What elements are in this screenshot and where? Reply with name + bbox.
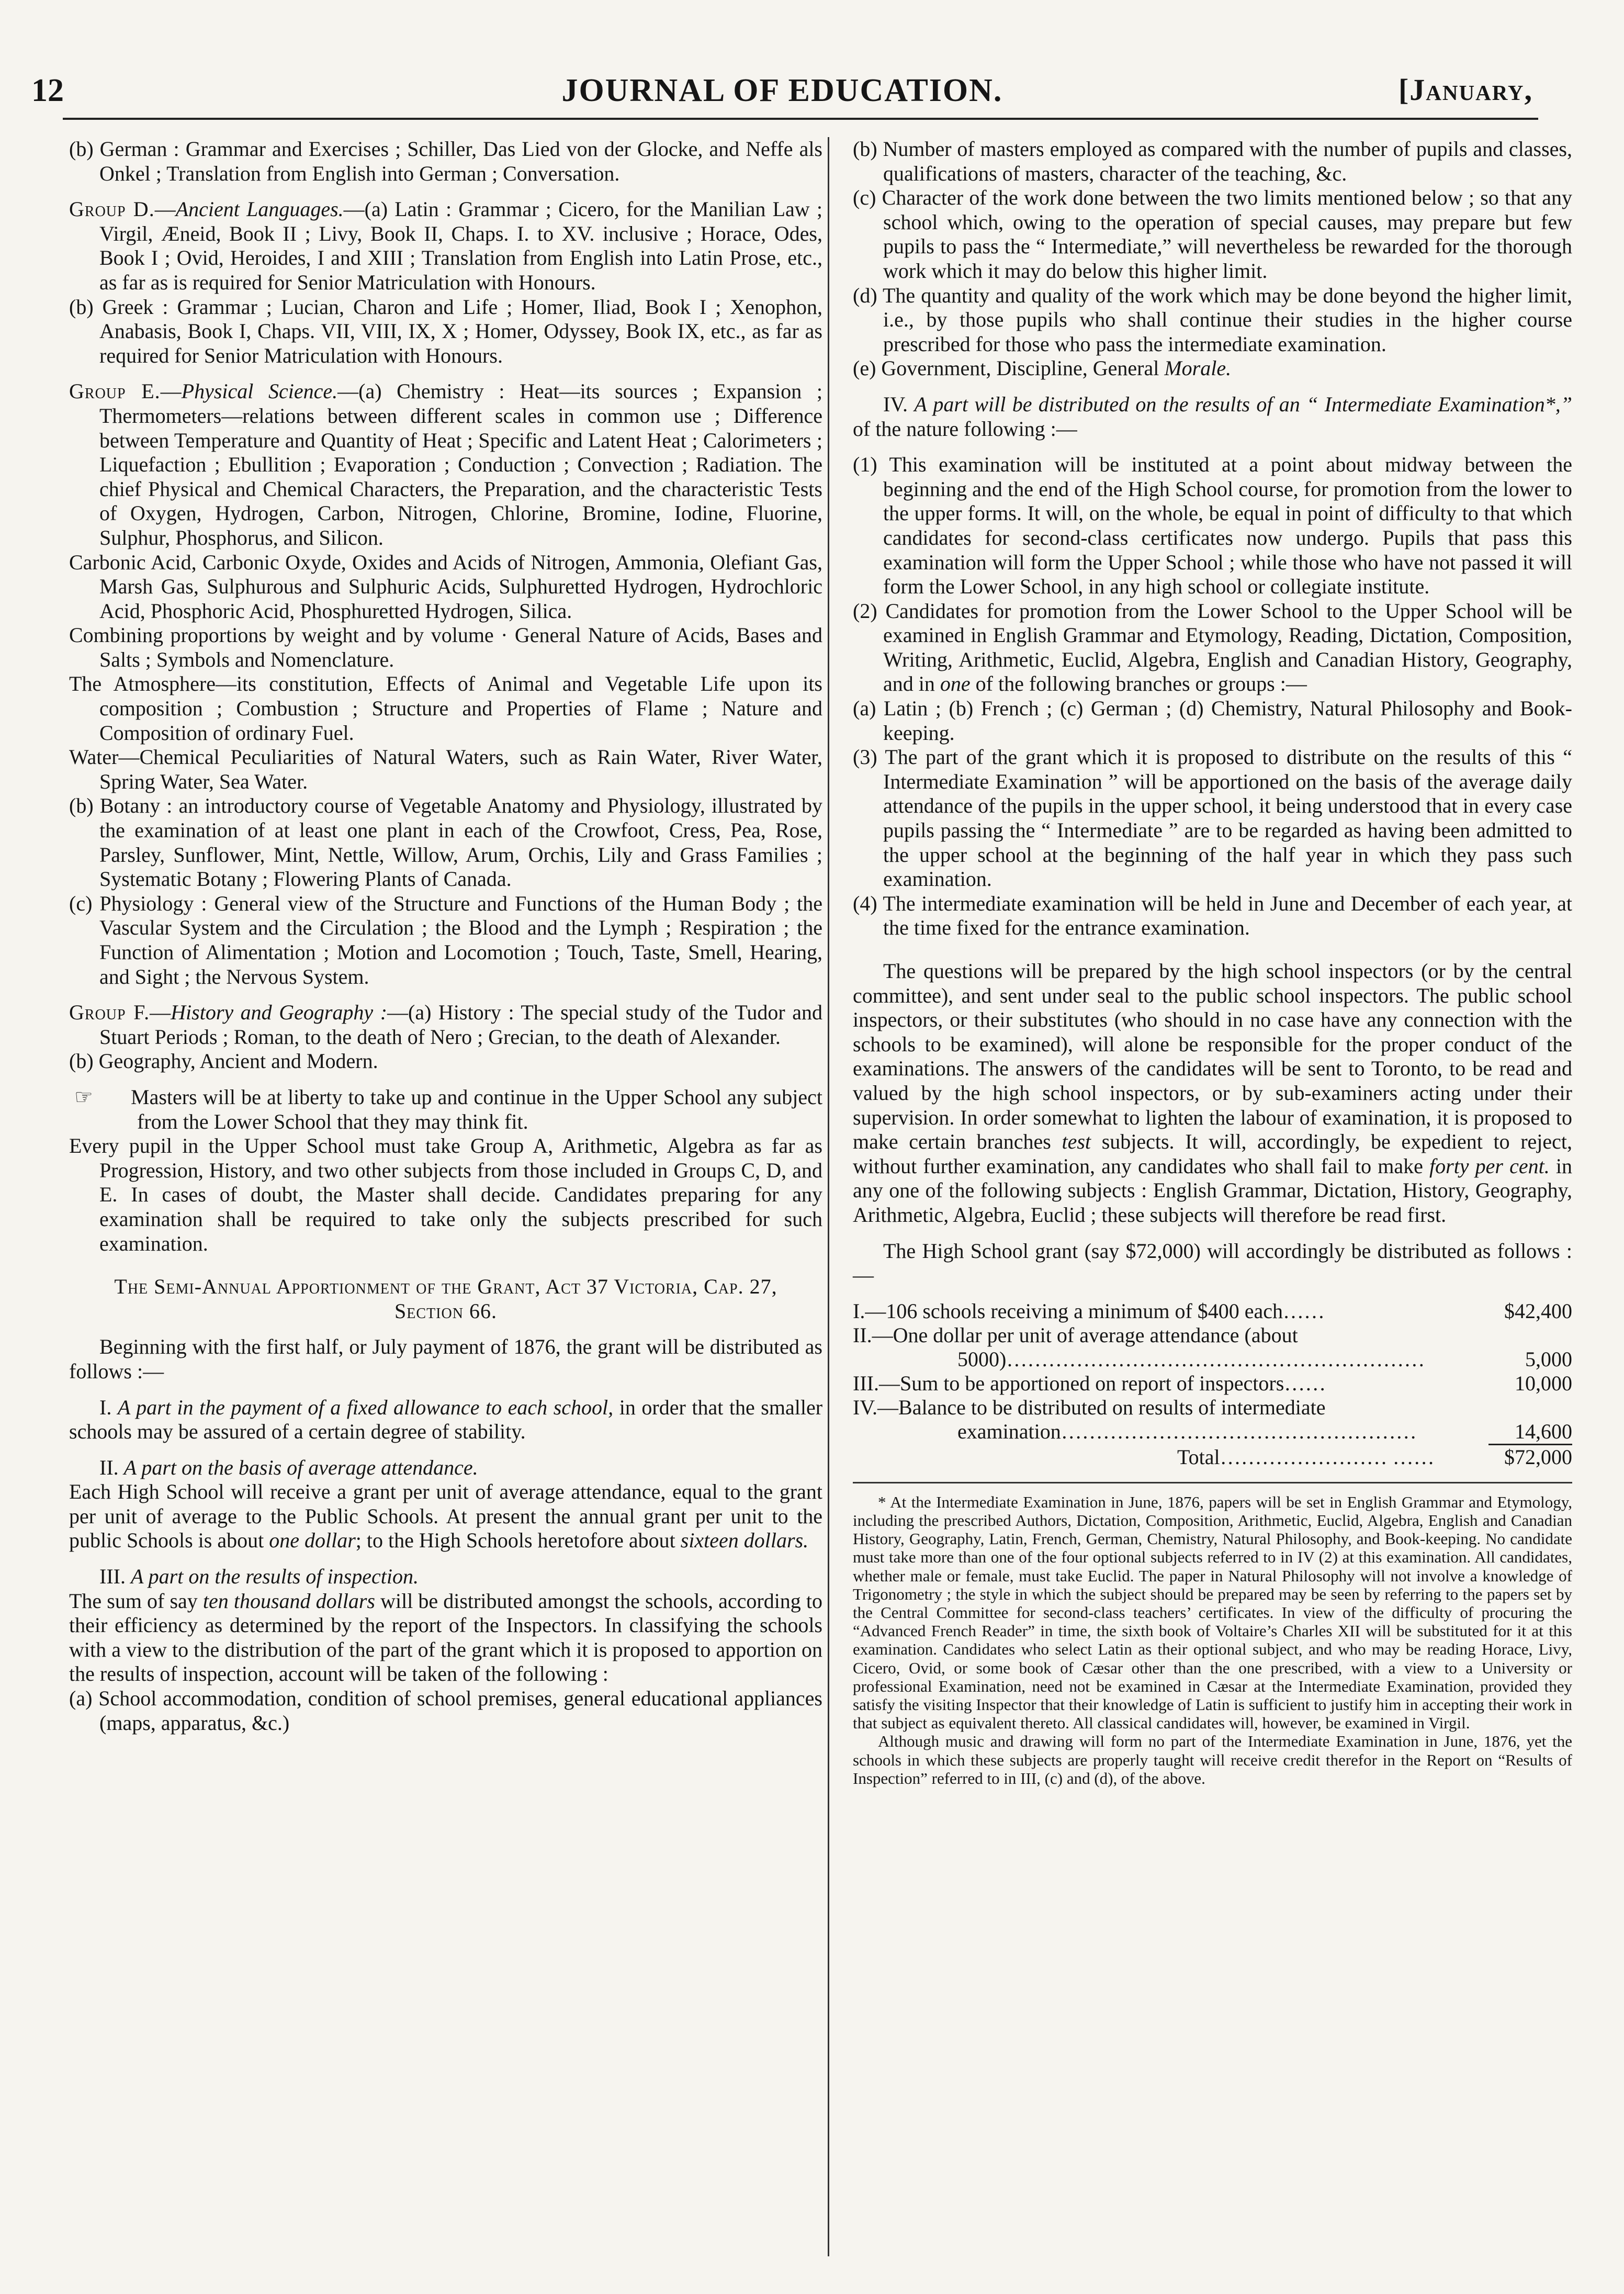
part-two-heading xyxy=(69,1456,822,1480)
footnote-music-drawing: Although music and drawing will form no part of the Intermediate Examination in June, 1876, yet the schools in which these subjects are properly taught will receive credit therefor in the Report on “Results of Inspection” referred to in III, (c) and (d), of the above. xyxy=(853,1732,1572,1787)
left-column xyxy=(69,137,822,1735)
column-rule xyxy=(828,137,829,2256)
item-three: (3) The part of the grant which it is proposed to distribute on the results of this “ Intermediate Examination ” will be apportioned on the basis of the average daily attendance of the pupils in the upper school, it being understood that in every case pupils passing the “ Intermediate ” are to be regarded as having been admitted to the upper school at the beginning of the half year in which they pass such examination. xyxy=(853,745,1572,891)
questions-test: test xyxy=(1062,1130,1091,1154)
header-month: [January, xyxy=(1398,73,1533,107)
page-number: 12 xyxy=(31,73,64,108)
grant-row-amount: 5,000 xyxy=(1525,1347,1572,1371)
grant-row-label: II.—One dollar per unit of average attendance (about xyxy=(853,1323,1298,1347)
pointing-hand-icon: ☞ xyxy=(74,1085,93,1109)
botany: (b) Botany : an introductory course of Vegetable Anatomy and Physiology, illustrated by the examination of at least one plant in each of the Crowfoot, Cress, Pea, Rose, Parsley, Sunflower, Mint, Nettle, Willow, Arum, Orchis, Lily and Grass Families ; Systematic Botany ; Flowering Plants of Canada. xyxy=(69,794,822,891)
grant-row-label: I.—106 schools receiving a minimum of $400 each…… xyxy=(853,1299,1325,1323)
item-four: (4) The intermediate examination will be held in June and December of each year, at the time fixed for the entrance examination. xyxy=(853,891,1572,940)
grant-total xyxy=(853,1445,1572,1469)
footnote xyxy=(853,1493,1572,1787)
questions-forty-per-cent: forty per cent. xyxy=(1429,1154,1550,1178)
hs-grant-paragraph: The High School grant (say $72,000) will accordingly be distributed as follows :— xyxy=(853,1239,1572,1287)
part-one-number: I. xyxy=(99,1395,112,1419)
grant-row-label: III.—Sum to be apportioned on report of inspectors…… xyxy=(853,1371,1326,1395)
group-d: Group D.—Ancient Languages.—(a) Latin : Grammar ; Cicero, for the Manilian Law ; Virgil, Æneid, Book II ; Livy, Book II, Chaps. I. to XV. inclusive ; Horace, Odes, Book I ; Ovid, Heroides, I and XIII ; Translation from English into Latin Prose, etc., as far as is required for Senior Matriculation with Honours. xyxy=(69,197,823,294)
part-three-body-2: will be distributed amongst the schools, according to their efficiency as determined by the report of the Inspectors. In classifying the schools with a view to the distribution of the part of the grant which it is proposed to apportion on the results of inspection, account will be taken of the following : xyxy=(69,1589,823,1686)
questions-3: in any one of the following subjects : English Grammar, Dictation, History, Geography, Arithmetic, Algebra, Euclid ; these subjects will therefore be read first. xyxy=(853,1154,1572,1227)
part-two-body xyxy=(69,1480,822,1553)
group-e-title: Physical Science. xyxy=(181,379,338,403)
combining-proportions: Combining proportions by weight and by volume · General Nature of Acids, Bases and Salts ; Symbols and Nomenclature. xyxy=(69,623,822,671)
footnote-intermediate: * At the Intermediate Examination in June, 1876, papers will be set in English Grammar and Etymology, including the prescribed Authors, Dictation, Composition, Arithmetic, Euclid, Algebra, English and Canadian History, Geography, Latin, French, German, Chemistry, Natural Philosophy, and Book-keeping. No candidate must take more than one of the four optional subjects referred to in IV (2) at this examination. All candidates, whether male or female, must take Euclid. The paper in Natural Philosophy will not involve a knowledge of Trigonometry ; the style in which the subject should be prepared may be seen by referring to the papers set by the Central Committee for second-class teachers’ certificates. In view of the difficulty of procuring the “Advanced French Reader” in time, the sixth book of Voltaire’s Charles XII will be substituted for it at this examination. Candidates who select Latin as their optional subject, and who may be reading Horace, Livy, Cicero, Ovid, or some book of Cæsar other than the one prescribed, with a view to a University or professional Examination, need not be examined in Cæsar at the Intermediate Examination, provided they satisfy the visiting Inspector that their knowledge of Latin is sufficient to justify him in accepting their work in that subject as equivalent thereto. All classical candidates will, however, be examined in Virgil. xyxy=(853,1492,1572,1733)
part-two-body-2: ; to the High Schools heretofore about xyxy=(355,1528,675,1553)
item-two xyxy=(853,599,1572,696)
grant-row-label: 5000)…………………………………………………… xyxy=(957,1347,1425,1371)
grant-table xyxy=(853,1299,1572,1444)
part-two-sixteen: sixteen dollars. xyxy=(680,1528,809,1553)
part-two-one-dollar: one dollar xyxy=(269,1528,356,1553)
group-f-label: Group F. xyxy=(69,1000,150,1025)
part-three-body-1: The sum of say xyxy=(69,1589,198,1613)
grant-row xyxy=(853,1347,1572,1371)
part-three-title: A part on the results of inspection. xyxy=(130,1565,419,1589)
grant-row-amount: $42,400 xyxy=(1504,1299,1572,1323)
group-e-chemistry: —(a) Chemistry : Heat—its sources ; Expansion ; Thermometers—relations between different scales in common use ; Difference between Temperature and Quantity of Heat ; Specific and Latent Heat ; Calorimeters ; Liquefaction ; Ebullition ; Evaporation ; Conduction ; Convection ; Radiation. The chief Physical and Chemical Characters, the Preparation, and the characteristic Tests of Oxygen, Hydrogen, Carbon, Nitrogen, Chlorine, Bromine, Iodine, Fluorine, Sulphur, Phosphorus, and Silicon. xyxy=(99,379,822,549)
item-two-branches: (a) Latin ; (b) French ; (c) German ; (d) Chemistry, Natural Philosophy and Book-keeping. xyxy=(853,696,1572,745)
masters-employed: (b) Number of masters employed as compared with the number of pupils and classes, qualifications of masters, character of the teaching, &c. xyxy=(853,137,1572,185)
grant-row xyxy=(853,1323,1572,1347)
part-one xyxy=(69,1396,822,1444)
every-pupil: Every pupil in the Upper School must take Group A, Arithmetic, Algebra as far as Progression, History, and two other subjects from those included in Groups C, D, and E. In cases of doubt, the Master shall decide. Candidates preparing for any examination shall be required to take only the subjects prescribed for such examination. xyxy=(69,1134,822,1255)
part-two-body-1: Each High School will receive a grant per unit of average attendance, equal to the grant per unit of average to the Public Schools. At present the annual grant per unit to the public Schools is about xyxy=(69,1480,822,1553)
part-one-title: A part in the payment of a fixed allowance to each school, xyxy=(117,1395,614,1419)
right-column xyxy=(853,137,1572,1787)
part-three-number: III. xyxy=(99,1565,126,1589)
grant-row-amount: 10,000 xyxy=(1515,1371,1572,1395)
page-header xyxy=(31,72,1533,119)
group-d-greek: (b) Greek : Grammar ; Lucian, Charon and Life ; Homer, Iliad, Book I ; Xenophon, Anabasis, Book I, Chaps. VII, VIII, IX, X ; Homer, Odyssey, Book IX, etc., as far as required for Senior Matriculation with Honours. xyxy=(69,295,822,367)
part-one-rest: in order that the smaller schools may be assured of a certain degree of stability. xyxy=(69,1395,823,1444)
grant-row xyxy=(853,1371,1572,1396)
part-three-a: (a) School accommodation, condition of school premises, general educational appliances (maps, apparatus, &c.) xyxy=(69,1686,822,1735)
footnote-rule xyxy=(853,1482,1572,1483)
item-two-one: one xyxy=(940,672,971,696)
journal-title: JOURNAL OF EDUCATION. xyxy=(561,73,1003,108)
masters-note-text: Masters will be at liberty to take up and continue in the Upper School any subject from the Lower School that they may think fit. xyxy=(131,1085,822,1133)
grant-row xyxy=(853,1299,1572,1323)
part-four-title: A part will be distributed on the results of an “ Intermediate Examination*,” xyxy=(914,392,1572,416)
government-discipline xyxy=(853,356,1572,381)
grant-row-amount: 14,600 xyxy=(1515,1419,1572,1443)
semi-annual-heading: The Semi-Annual Apportionment of the Grant, Act 37 Victoria, Cap. 27, Section 66. xyxy=(114,1275,777,1323)
item-two-b: of the following branches or groups :— xyxy=(975,672,1307,696)
character-of-work: (c) Character of the work done between the two limits mentioned below ; so that any school which, owing to the operation of special causes, may prepare but few pupils to pass the “ Intermediate,” will nevertheless be rewarded for the thorough work which it may do below this higher limit. xyxy=(853,186,1572,283)
grant-row-amount xyxy=(1488,1323,1572,1347)
morale-text: Morale. xyxy=(1164,356,1232,380)
group-d-latin: —(a) Latin : Grammar ; Cicero, for the Manilian Law ; Virgil, Æneid, Book II ; Livy, Book II, Chaps. I. to XV. inclusive ; Horace, Odes, Book I ; Ovid, Heroides, I and XIII ; Translation from English into Latin Prose, etc., as far as is required for Senior Matriculation with Honours. xyxy=(99,197,823,294)
part-three-ten-thousand: ten thousand dollars xyxy=(202,1589,375,1613)
government-text: (e) Government, Discipline, General xyxy=(853,356,1159,380)
questions-paragraph xyxy=(853,959,1572,1228)
part-three-heading xyxy=(69,1565,822,1589)
group-e: Group E.—Physical Science.—(a) Chemistry : Heat—its sources ; Expansion ; Thermometers—relations between different scales in common use ; Difference between Temperature and Quantity of Heat ; Specific and Latent Heat ; Calorimeters ; Liquefaction ; Ebullition ; Evaporation ; Conduction ; Convection ; Radiation. The chief Physical and Chemical Characters, the Preparation, and the characteristic Tests of Oxygen, Hydrogen, Carbon, Nitrogen, Chlorine, Bromine, Iodine, Fluorine, Sulphur, Phosphorus, and Silicon. xyxy=(69,379,822,549)
group-e-label: Group E. xyxy=(69,379,161,403)
group-d-label: Group D. xyxy=(69,197,155,221)
carbonic-acid: Carbonic Acid, Carbonic Oxyde, Oxides and Acids of Nitrogen, Ammonia, Olefiant Gas, Marsh Gas, Sulphurous and Sulphuric Acids, Sulphuretted Hydrogen, Hydrochloric Acid, Phosphoric Acid, Phosphuretted Hydrogen, Silica. xyxy=(69,550,822,623)
grant-row-label: IV.—Balance to be distributed on results of intermediate xyxy=(853,1395,1326,1419)
quantity-quality: (d) The quantity and quality of the work which may be done beyond the higher limit, i.e., by those pupils who shall continue their studies in the higher course prescribed for those who pass the intermediate examination. xyxy=(853,283,1572,356)
item-two-a: (2) Candidates for promotion from the Lower School to the Upper School will be examined in English Grammar and Etymology, Reading, Dictation, Composition, Writing, Arithmetic, Euclid, Algebra, English and Canadian History, Geography, and in xyxy=(853,599,1572,696)
group-f: Group F.—History and Geography :—(a) History : The special study of the Tudor and Stuart Periods ; Roman, to the death of Nero ; Grecian, to the death of Alexander. xyxy=(69,1000,823,1049)
water: Water—Chemical Peculiarities of Natural Waters, such as Rain Water, River Water, Spring Water, Sea Water. xyxy=(69,745,822,793)
atmosphere: The Atmosphere—its constitution, Effects of Animal and Vegetable Life upon its composition ; Combustion ; Structure and Properties of Flame ; Nature and Composition of ordinary Fuel. xyxy=(69,672,822,745)
part-three-body xyxy=(69,1589,822,1686)
grant-row-amount xyxy=(1488,1396,1572,1420)
group-f-history: —(a) History : The special study of the Tudor and Stuart Periods ; Roman, to the death of Nero ; Grecian, to the death of Alexander. xyxy=(99,1000,823,1049)
masters-note xyxy=(69,1085,822,1134)
beginning-paragraph: Beginning with the first half, or July payment of 1876, the grant will be distributed as follows :— xyxy=(69,1335,822,1383)
grant-row-label: examination…………………………………………… xyxy=(957,1419,1417,1443)
item-one: (1) This examination will be instituted at a point about midway between the beginning and the end of the High School course, for promotion from the lower to the upper forms. It will, on the whole, be equal in point of difficulty to that which candidates for second-class certificates now undergo. Pupils that pass this examination will form the Upper School ; while those who have not passed it will form the Lower School, in any high school or collegiate institute. xyxy=(853,453,1572,599)
header-rule xyxy=(63,118,1538,120)
part-four-heading xyxy=(853,392,1572,441)
german-subjects: (b) German : Grammar and Exercises ; Schiller, Das Lied von der Glocke, and Neffe als Onkel ; Translation from English into German ; Conversation. xyxy=(69,137,822,185)
grant-row xyxy=(853,1420,1572,1444)
part-four-rest: of the nature following :— xyxy=(853,417,1077,441)
part-two-number: II. xyxy=(99,1455,119,1479)
group-d-title: Ancient Languages. xyxy=(175,197,344,221)
total-amount: $72,000 xyxy=(1504,1445,1572,1469)
part-two-title: A part on the basis of average attendance. xyxy=(123,1455,478,1479)
grant-row xyxy=(853,1396,1572,1420)
group-f-geography: (b) Geography, Ancient and Modern. xyxy=(69,1049,378,1073)
questions-1: The questions will be prepared by the high school inspectors (or by the central committee), and sent under seal to the public school inspectors. The public school inspectors, or their substitutes (who should in no case have any connection with the schools to be examined), will alone be responsible for the proper conduct of the examinations. The answers of the candidates will be sent to Toronto, to be read and valued by the high school inspectors, or by sub-examiners acting under their supervision. In order somewhat to lighten the labour of examination, it is proposed to make certain branches xyxy=(853,959,1572,1154)
group-f-title: History and Geography : xyxy=(171,1000,388,1025)
physiology: (c) Physiology : General view of the Structure and Functions of the Human Body ; the Vascular System and the Circulation ; the Blood and the Lymph ; Respiration ; the Function of Alimentation ; Motion and Locomotion ; Touch, Taste, Smell, Hearing, and Sight ; the Nervous System. xyxy=(69,891,822,988)
total-label: Total…………………… …… xyxy=(1177,1445,1435,1469)
part-four-number: IV. xyxy=(883,392,908,416)
questions-2: subjects. It will, accordingly, be expedient to reject, without further examination, any candidates who shall fail to make xyxy=(853,1130,1573,1178)
